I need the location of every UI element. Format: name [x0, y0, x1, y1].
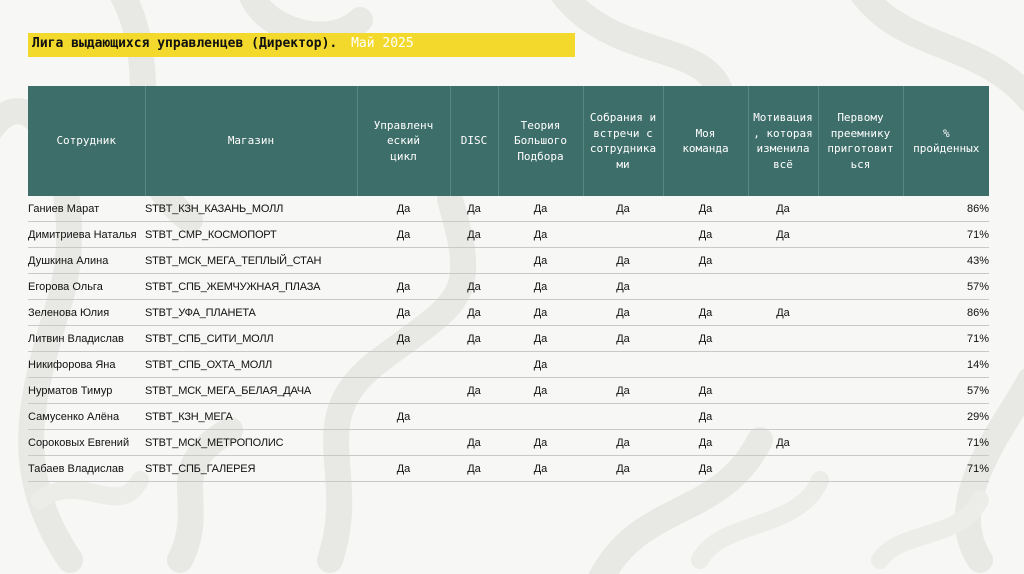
completion-mark	[818, 274, 903, 300]
completion-mark: Да	[748, 300, 818, 326]
table-row	[28, 326, 989, 352]
store-code: STBT_СПБ_ОХТА_МОЛЛ	[145, 352, 357, 378]
percent-completed: 29%	[903, 404, 989, 430]
completion-mark: Да	[663, 326, 748, 352]
completion-mark: Да	[583, 248, 663, 274]
completion-mark: Да	[498, 248, 583, 274]
completion-mark: Да	[748, 222, 818, 248]
completion-mark: Да	[663, 222, 748, 248]
completion-mark: Да	[357, 300, 450, 326]
table-row	[28, 456, 989, 482]
percent-completed: 86%	[903, 196, 989, 222]
completion-mark: Да	[450, 300, 498, 326]
percent-completed: 14%	[903, 352, 989, 378]
store-code: STBT_СМР_КОСМОПОРТ	[145, 222, 357, 248]
table-header-row	[28, 86, 989, 196]
col-store-header: Магазин	[145, 86, 357, 196]
completion-mark	[450, 248, 498, 274]
store-code: STBT_СПБ_ЖЕМЧУЖНАЯ_ПЛАЗА	[145, 274, 357, 300]
completion-mark	[818, 404, 903, 430]
completion-mark: Да	[498, 274, 583, 300]
completion-mark	[818, 248, 903, 274]
completion-mark: Да	[357, 274, 450, 300]
completion-mark	[583, 352, 663, 378]
col-percent-done-header: % пройденных	[903, 86, 989, 196]
percent-completed: 86%	[903, 300, 989, 326]
completion-mark	[818, 300, 903, 326]
completion-mark: Да	[583, 456, 663, 482]
employee-name: Егорова Ольга	[28, 274, 145, 300]
table-row	[28, 404, 989, 430]
report-title-date: Май 2025	[351, 36, 414, 51]
completion-mark	[748, 456, 818, 482]
completion-mark	[748, 352, 818, 378]
col-management-cycle-header: Управленч еский цикл	[357, 86, 450, 196]
completion-mark	[818, 326, 903, 352]
completion-mark: Да	[450, 326, 498, 352]
col-meetings-header: Собрания и встречи с сотрудника ми	[583, 86, 663, 196]
completion-mark	[748, 326, 818, 352]
completion-mark	[498, 404, 583, 430]
completion-mark	[450, 404, 498, 430]
store-code: STBT_МСК_МЕГА_ТЕПЛЫЙ_СТАН	[145, 248, 357, 274]
completion-mark: Да	[663, 196, 748, 222]
store-code: STBT_КЗН_МЕГА	[145, 404, 357, 430]
completion-mark: Да	[663, 248, 748, 274]
completion-mark	[818, 430, 903, 456]
table-row	[28, 222, 989, 248]
table-row	[28, 274, 989, 300]
completion-mark	[818, 352, 903, 378]
employee-name: Самусенко Алёна	[28, 404, 145, 430]
completion-mark: Да	[357, 222, 450, 248]
percent-completed: 43%	[903, 248, 989, 274]
completion-mark: Да	[450, 378, 498, 404]
completion-mark	[663, 274, 748, 300]
completion-mark: Да	[583, 378, 663, 404]
report-title-main: Лига выдающихся управленцев (Директор).	[32, 36, 338, 51]
completion-mark: Да	[583, 274, 663, 300]
completion-mark: Да	[583, 196, 663, 222]
completion-mark: Да	[663, 300, 748, 326]
completion-mark	[450, 352, 498, 378]
col-big-hiring-theory-header: Теория Большого Подбора	[498, 86, 583, 196]
completion-mark	[748, 378, 818, 404]
completion-mark: Да	[583, 326, 663, 352]
table-row	[28, 300, 989, 326]
col-employee-header: Сотрудник	[28, 86, 145, 196]
completion-mark: Да	[663, 404, 748, 430]
store-code: STBT_УФА_ПЛАНЕТА	[145, 300, 357, 326]
col-successor-header: Первому преемнику приготовит ься	[818, 86, 903, 196]
completion-mark	[818, 222, 903, 248]
completion-mark: Да	[450, 274, 498, 300]
completion-mark: Да	[357, 196, 450, 222]
table-row	[28, 378, 989, 404]
completion-mark: Да	[583, 300, 663, 326]
completion-mark: Да	[583, 430, 663, 456]
report-title	[28, 33, 575, 57]
percent-completed: 57%	[903, 274, 989, 300]
employee-name: Сороковых Евгений	[28, 430, 145, 456]
employee-name: Табаев Владислав	[28, 456, 145, 482]
completion-mark	[748, 274, 818, 300]
completion-mark	[748, 248, 818, 274]
completion-mark: Да	[357, 404, 450, 430]
percent-completed: 71%	[903, 326, 989, 352]
col-motivation-header: Мотивация , которая изменила всё	[748, 86, 818, 196]
completion-mark: Да	[663, 430, 748, 456]
employee-name: Литвин Владислав	[28, 326, 145, 352]
completion-mark: Да	[498, 222, 583, 248]
table-row	[28, 248, 989, 274]
completion-mark: Да	[450, 222, 498, 248]
store-code: STBT_СПБ_СИТИ_МОЛЛ	[145, 326, 357, 352]
completion-mark: Да	[498, 352, 583, 378]
completion-mark	[357, 248, 450, 274]
store-code: STBT_СПБ_ГАЛЕРЕЯ	[145, 456, 357, 482]
completion-mark: Да	[450, 456, 498, 482]
completion-mark: Да	[450, 196, 498, 222]
employee-name: Ганиев Марат	[28, 196, 145, 222]
table-row	[28, 430, 989, 456]
completion-mark	[357, 352, 450, 378]
completion-mark: Да	[450, 430, 498, 456]
completion-mark: Да	[748, 196, 818, 222]
completion-mark: Да	[498, 300, 583, 326]
completion-mark	[357, 378, 450, 404]
completion-mark	[583, 404, 663, 430]
completion-mark: Да	[498, 378, 583, 404]
employee-name: Нурматов Тимур	[28, 378, 145, 404]
percent-completed: 57%	[903, 378, 989, 404]
employee-name: Зеленова Юлия	[28, 300, 145, 326]
completion-mark: Да	[498, 326, 583, 352]
percent-completed: 71%	[903, 222, 989, 248]
completion-mark: Да	[498, 430, 583, 456]
completion-mark	[818, 456, 903, 482]
completion-mark	[357, 430, 450, 456]
store-code: STBT_КЗН_КАЗАНЬ_МОЛЛ	[145, 196, 357, 222]
employee-name: Душкина Алина	[28, 248, 145, 274]
col-my-team-header: Моя команда	[663, 86, 748, 196]
completion-mark	[663, 352, 748, 378]
completion-mark	[583, 222, 663, 248]
completion-mark: Да	[663, 378, 748, 404]
completion-mark: Да	[748, 430, 818, 456]
store-code: STBT_МСК_МЕГА_БЕЛАЯ_ДАЧА	[145, 378, 357, 404]
completion-mark: Да	[498, 456, 583, 482]
completion-mark	[818, 378, 903, 404]
percent-completed: 71%	[903, 456, 989, 482]
completion-mark: Да	[357, 326, 450, 352]
completion-mark	[748, 404, 818, 430]
table-row	[28, 196, 989, 222]
completion-mark	[818, 196, 903, 222]
progress-table	[28, 86, 989, 482]
completion-mark: Да	[357, 456, 450, 482]
employee-name: Димитриева Наталья	[28, 222, 145, 248]
table-body	[28, 196, 989, 482]
store-code: STBT_МСК_МЕТРОПОЛИС	[145, 430, 357, 456]
col-disc-header: DISC	[450, 86, 498, 196]
completion-mark: Да	[498, 196, 583, 222]
completion-mark: Да	[663, 456, 748, 482]
employee-name: Никифорова Яна	[28, 352, 145, 378]
percent-completed: 71%	[903, 430, 989, 456]
table-row	[28, 352, 989, 378]
